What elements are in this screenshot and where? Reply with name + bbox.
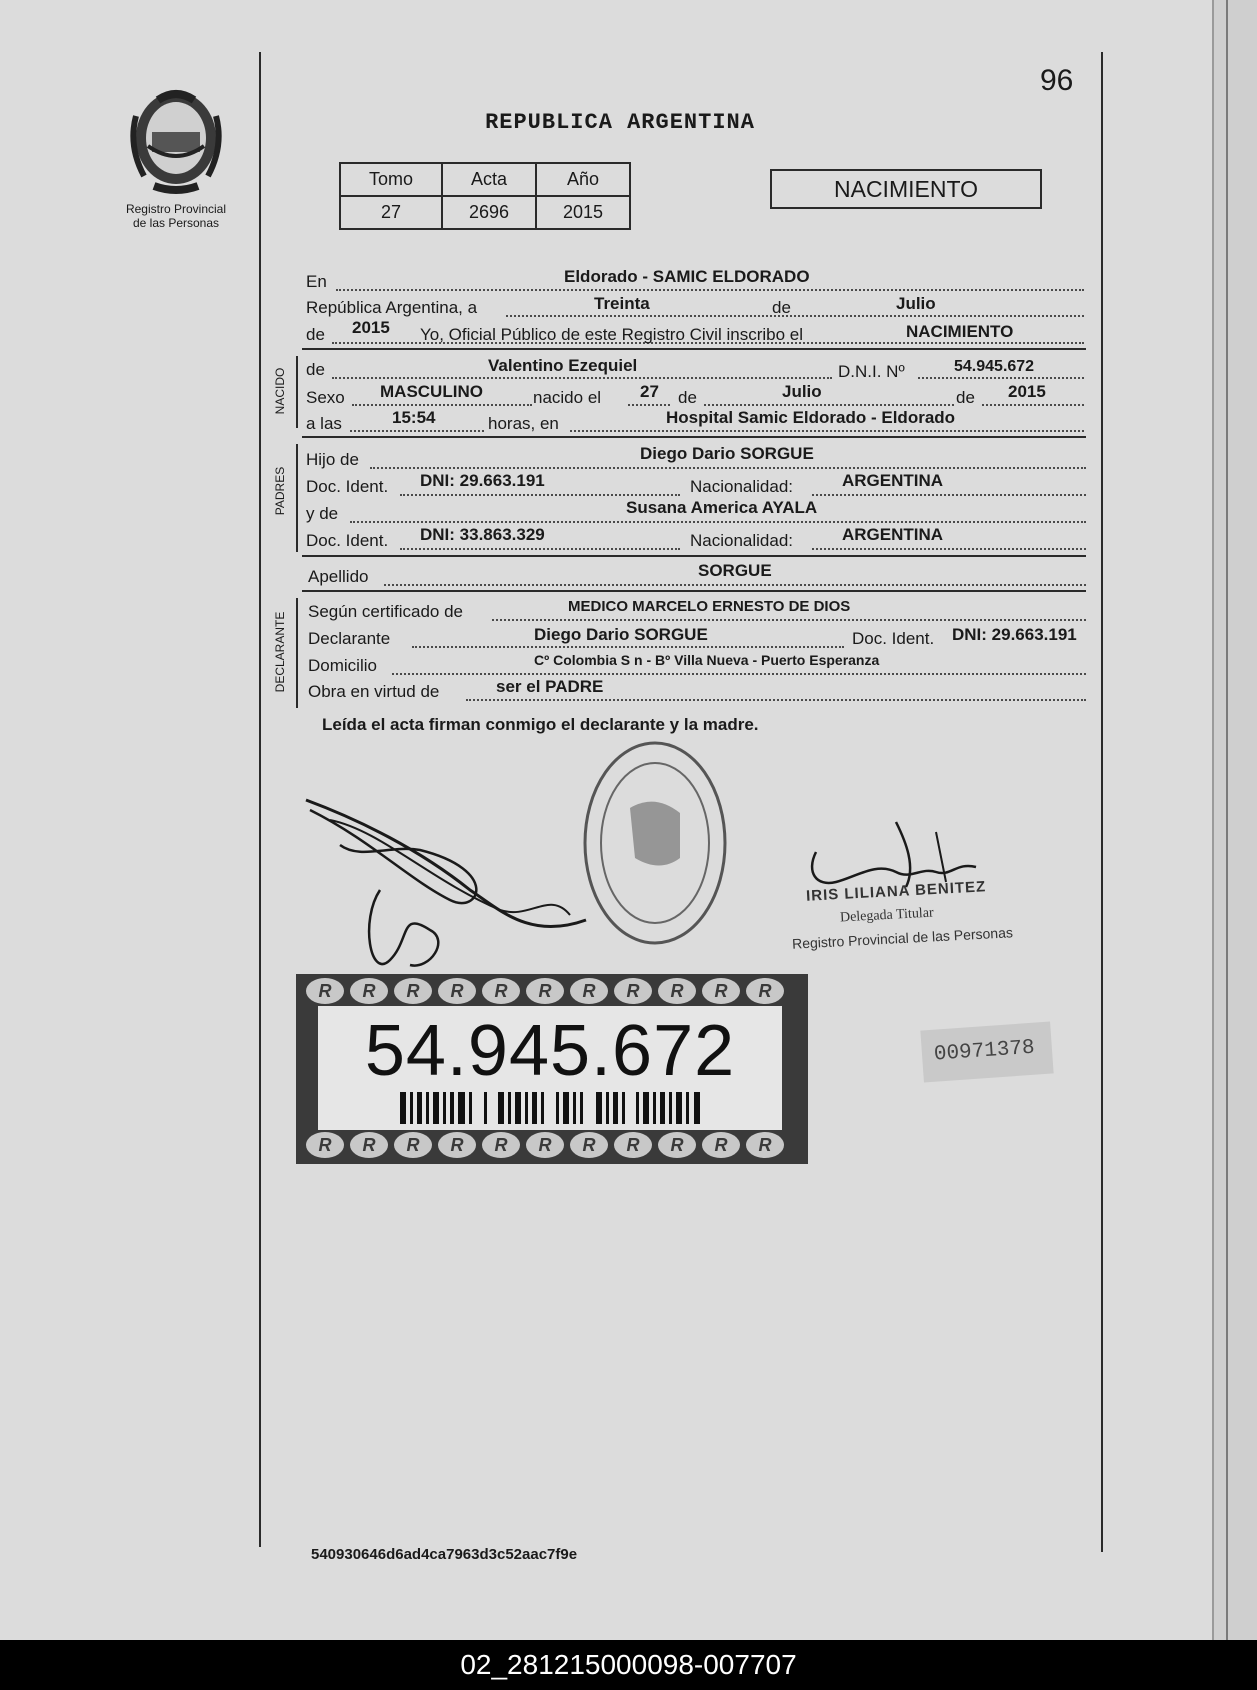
- anio-nacimiento: 2015: [1008, 382, 1046, 401]
- document-type-box: NACIMIENTO: [770, 169, 1042, 209]
- madre-doc-value: DNI: 33.863.329: [420, 525, 545, 544]
- de-label: de: [772, 298, 791, 317]
- security-pattern-bottom: R R R R R R R R R R R: [306, 1132, 798, 1160]
- padres-section-label: PADRES: [273, 466, 287, 516]
- closing-statement: Leída el acta firman conmigo el declarante y la madre.: [322, 715, 759, 734]
- dia-nacimiento: 27: [640, 382, 659, 401]
- madre-nacionalidad-label: Nacionalidad:: [690, 531, 794, 550]
- dotted-line: [350, 430, 484, 432]
- section-divider: [302, 348, 1086, 350]
- madre-value: Susana America AYALA: [626, 498, 818, 517]
- dotted-line: [506, 315, 1084, 317]
- certificado-value: MEDICO MARCELO ERNESTO DE DIOS: [568, 598, 851, 615]
- mes-nacimiento: Julio: [782, 382, 822, 401]
- nombre-value: Valentino Ezequiel: [488, 356, 638, 375]
- republica-label: República Argentina, a: [306, 298, 478, 317]
- declarant-signature: [300, 790, 590, 990]
- domicilio-label: Domicilio: [308, 656, 377, 675]
- en-value: Eldorado - SAMIC ELDORADO: [564, 267, 810, 286]
- page-edge: [1212, 0, 1257, 1640]
- declarante-section-label: DECLARANTE: [273, 611, 287, 693]
- security-pattern-top: R R R R R R R R R R R: [306, 978, 798, 1006]
- registrar-role: Delegada Titular: [839, 905, 935, 926]
- de-label-2: de: [306, 325, 325, 344]
- dotted-line: [370, 467, 1086, 469]
- apellido-value: SORGUE: [698, 561, 772, 580]
- acta-header: Acta: [442, 163, 536, 196]
- padre-doc-value: DNI: 29.663.191: [420, 471, 545, 490]
- anio-header: Año: [536, 163, 630, 196]
- nacido-section-label: NACIDO: [273, 367, 287, 415]
- left-border-line: [259, 52, 261, 1547]
- sexo-label: Sexo: [306, 388, 345, 407]
- domicilio-value: Cº Colombia S n - Bº Villa Nueva - Puerto Esperanza: [534, 652, 880, 668]
- dotted-line: [466, 699, 1086, 701]
- document-title: REPUBLICA ARGENTINA: [485, 110, 755, 135]
- y-de-label: y de: [306, 504, 339, 523]
- a-las-label: a las: [306, 414, 342, 433]
- section-divider: [302, 590, 1086, 592]
- dotted-line: [332, 377, 832, 379]
- padre-doc-label: Doc. Ident.: [306, 477, 389, 496]
- dotted-line: [812, 548, 1086, 550]
- section-divider: [302, 555, 1086, 557]
- dotted-line: [412, 646, 844, 648]
- dotted-line: [570, 430, 1084, 432]
- barcode-bars-icon: [400, 1092, 704, 1124]
- section-bracket: [296, 444, 298, 552]
- obra-label: Obra en virtud de: [308, 682, 440, 701]
- serial-number: 00971378: [933, 1036, 1036, 1067]
- dia-value: Treinta: [594, 294, 650, 313]
- dotted-line: [628, 404, 670, 406]
- mes-value: Julio: [896, 294, 936, 313]
- horas-en-label: horas, en: [488, 414, 559, 433]
- acta-value: 2696: [442, 196, 536, 229]
- declarante-label: Declarante: [308, 629, 391, 648]
- lugar-value: Hospital Samic Eldorado - Eldorado: [666, 408, 956, 427]
- declarante-doc-value: DNI: 29.663.191: [952, 625, 1077, 644]
- padre-nacionalidad-label: Nacionalidad:: [690, 477, 794, 496]
- dotted-line: [400, 548, 680, 550]
- tomo-header: Tomo: [340, 163, 442, 196]
- right-border-line: [1101, 52, 1103, 1552]
- de-label-nombre: de: [306, 360, 325, 379]
- official-seal-stamp: [580, 738, 730, 948]
- inscribo-value: NACIMIENTO: [906, 322, 1014, 341]
- provincial-crest-logo: [118, 86, 234, 196]
- apellido-label: Apellido: [308, 567, 369, 586]
- dotted-line: [982, 404, 1084, 406]
- scan-file-id: 02_281215000098-007707: [0, 1640, 1257, 1690]
- nacido-el-label: nacido el: [533, 388, 602, 407]
- page-number: 96: [1040, 64, 1074, 97]
- dni-label: D.N.I. Nº: [838, 362, 905, 381]
- page-edge-line: [1226, 0, 1228, 1640]
- declarante-doc-label: Doc. Ident.: [852, 629, 935, 648]
- dotted-line: [704, 404, 954, 406]
- barcode-panel: [318, 1006, 782, 1130]
- madre-doc-label: Doc. Ident.: [306, 531, 389, 550]
- dotted-line: [350, 521, 1086, 523]
- certificado-label: Según certificado de: [308, 602, 463, 621]
- section-divider: [302, 436, 1086, 438]
- anio-value: 2015: [536, 196, 630, 229]
- obra-value: ser el PADRE: [496, 677, 604, 696]
- anio-value: 2015: [352, 318, 390, 337]
- serial-sticker: [920, 1022, 1053, 1083]
- tomo-acta-table: [339, 162, 631, 230]
- de-label-mes: de: [678, 388, 697, 407]
- document-hash: 540930646d6ad4ca7963d3c52aac7f9e: [311, 1546, 578, 1563]
- dotted-line: [352, 404, 532, 406]
- en-label: En: [306, 272, 327, 291]
- tomo-value: 27: [340, 196, 442, 229]
- oficial-text: Yo, Oficial Público de este Registro Civil inscribo el: [420, 325, 803, 344]
- dotted-line: [492, 619, 1086, 621]
- padre-value: Diego Dario SORGUE: [640, 444, 814, 463]
- dotted-line: [812, 494, 1086, 496]
- dni-value: 54.945.672: [954, 358, 1035, 375]
- registrar-organization: Registro Provincial de las Personas: [791, 924, 1014, 952]
- barcode-number: 54.945.672: [364, 1011, 736, 1091]
- dotted-line: [384, 584, 1086, 586]
- de-label-anio: de: [956, 388, 975, 407]
- hora-value: 15:54: [392, 408, 436, 427]
- barcode-label: [296, 974, 808, 1164]
- declarante-value: Diego Dario SORGUE: [534, 625, 708, 644]
- registrar-name: IRIS LILIANA BENITEZ: [805, 878, 987, 905]
- section-bracket: [296, 356, 298, 428]
- dotted-line: [392, 673, 1086, 675]
- padre-nacionalidad-value: ARGENTINA: [842, 471, 944, 490]
- sexo-value: MASCULINO: [380, 382, 483, 401]
- dotted-line: [336, 289, 1084, 291]
- registry-label: Registro Provincial de las Personas: [125, 202, 227, 230]
- hijo-de-label: Hijo de: [306, 450, 359, 469]
- dotted-line: [918, 377, 1084, 379]
- madre-nacionalidad-value: ARGENTINA: [842, 525, 944, 544]
- dotted-line: [400, 494, 680, 496]
- section-bracket: [296, 598, 298, 708]
